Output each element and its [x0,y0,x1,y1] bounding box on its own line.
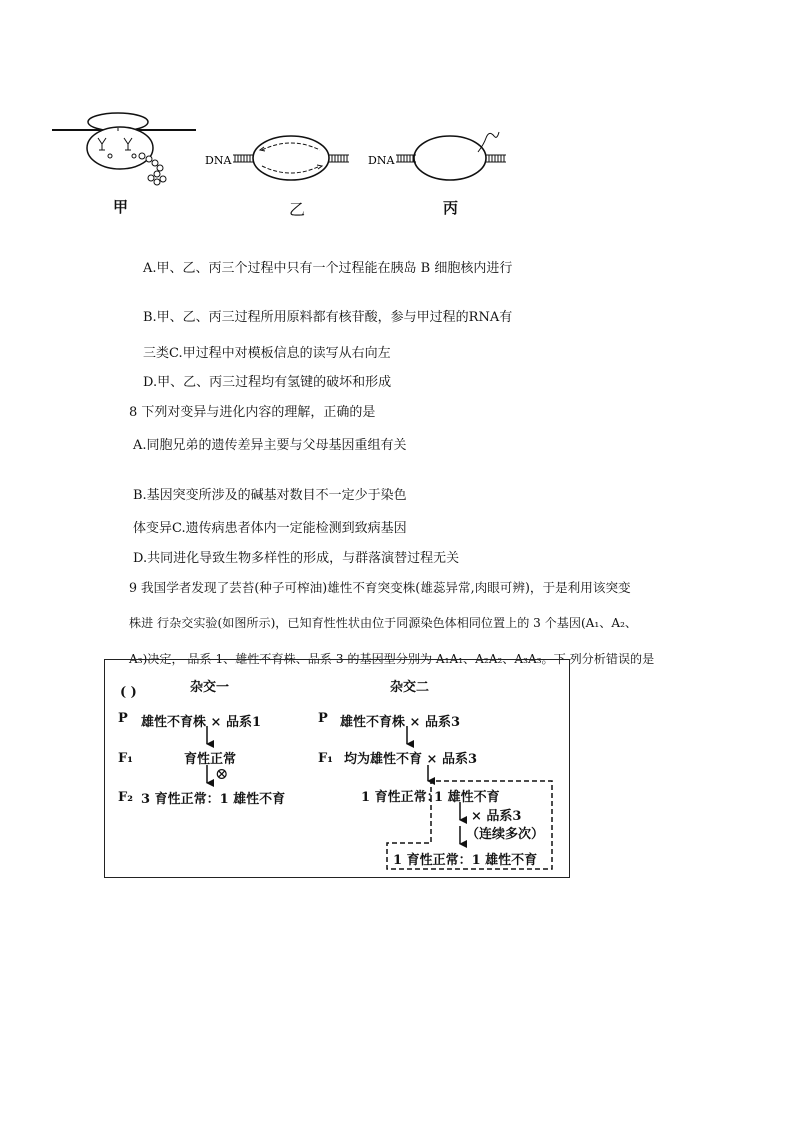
cross2-ratio2: 1 育性正常：1 雄性不育 [393,853,538,868]
q8-stem: 8 下列对变异与进化内容的理解，正确的是 [129,405,376,420]
cross2-ratio1-right: 1 雄性不育 [434,790,500,805]
cross1-p-label: P [118,711,128,726]
q9-stem-line3: A₃)决定， 品系 1、雄性不育株、品系 3 的基因型分别为 A₁A₁、A₂A₂、A₃A₃。下 列分析错误的是 [129,652,655,666]
cross1-selfing-symbol: ⊗ [215,764,229,783]
dna-label-yi: DNA [205,154,232,167]
q8-option-b-line1: B.基因突变所涉及的碱基对数目不一定少于染色 [133,488,407,503]
q7-option-a: A.甲、乙、丙三个过程中只有一个过程能在胰岛 B 细胞核内进行 [143,261,513,276]
cross1-f1-text: 育性正常 [184,752,237,767]
cross2-f1-text: 均为雄性不育 × 品系3 [344,752,477,767]
figure-label-jia: 甲 [113,198,129,216]
q9-stem-line2: 株进 行杂交实验(如图所示)，已知育性性状由位于同源染色体相同位置上的 3 个基因(A₁、A₂、 [129,616,638,630]
q7-option-d: D.甲、乙、丙三过程均有氢键的破坏和形成 [143,375,392,390]
cross2-f1-label: F₁ [318,751,333,766]
cross1-p-text: 雄性不育株 × 品系1 [141,715,261,730]
q9-stem-line1: 9 我国学者发现了芸苔(种子可榨油)雄性不育突变株(雄蕊异常,肉眼可辨)，于是利用该突变 [129,580,631,595]
figure-label-bing: 丙 [443,199,459,217]
cross1-f2-label: F₂ [118,790,133,805]
cross2-repeat-text: （连续多次） [466,827,545,842]
q8-option-d: D.共同进化导致生物多样性的形成，与群落演替过程无关 [133,551,460,566]
dna-label-bing: DNA [368,154,395,167]
cross2-dashed-loop [387,781,552,869]
cross2-ratio1-left: 1 育性正常： [361,790,440,805]
cross2-p-text: 雄性不育株 × 品系3 [340,715,460,730]
q7-option-b-line1: B.甲、乙、丙三过程所用原料都有核苷酸，参与甲过程的RNA有 [143,310,513,325]
q7-option-b-line2-c: 三类C.甲过程中对模板信息的读写从右向左 [143,346,391,361]
cross1-title: 杂交一 [190,680,230,695]
cross1-f1-label: F₁ [118,751,133,766]
cross2-title: 杂交二 [390,680,430,695]
cross2-backcross-text: × 品系3 [471,809,522,824]
cross1-f2-text: 3 育性正常：1 雄性不育 [141,792,286,807]
figure-label-yi: 乙 [289,200,306,219]
cross2-p-label: P [318,711,328,726]
q8-option-a: A.同胞兄弟的遗传差异主要与父母基因重组有关 [133,438,407,453]
q8-option-b-line2-c: 体变异C.遗传病患者体内一定能检测到致病基因 [133,521,407,536]
q9-answer-paren: ( ) [120,685,137,700]
